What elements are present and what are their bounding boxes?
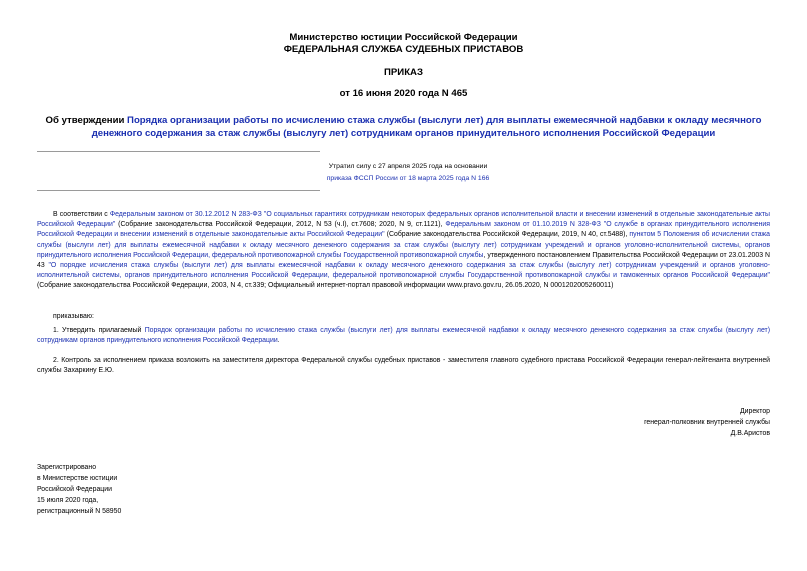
signer-name: Д.В.Аристов [730, 430, 770, 437]
preamble-text-5: (Собрание законодательства Российской Федерации, 2003, N 4, ст.339; Официальный интернет-портал правовой информации www.pravo.gov.ru, 26.05.2020, N 0001202005260011) [37, 282, 614, 290]
service-name: ФЕДЕРАЛЬНАЯ СЛУЖБА СУДЕБНЫХ ПРИСТАВОВ [283, 44, 524, 55]
registration-line-1: Зарегистрировано [37, 464, 97, 471]
order-item-1-end: . [277, 337, 280, 345]
doc-type: ПРИКАЗ [384, 67, 423, 78]
registration-line-3: Российской Федерации [37, 486, 112, 493]
preamble-paragraph [37, 210, 770, 292]
signer-position: Директор [739, 408, 770, 415]
status-note-link[interactable]: приказа ФССП России от 18 марта 2025 года N 166 [326, 175, 490, 182]
law-328-link[interactable]: Федеральным законом от 01.10.2019 N 328-ФЗ "О службе в органах принудительного исполнения Российской Федерации и внесении изменений в отдельные законодательные акты Российской Федерации" [37, 221, 770, 239]
procedure-link[interactable]: Порядок организации работы по исчислению стажа службы (выслуги лет) для выплаты ежемесячной надбавки к окладу месячного денежного содержания за стаж службы (выслугу лет) сотрудникам органов принудительного исполнения Российской Федерации [37, 327, 770, 345]
status-note-text: Утратил силу с 27 апреля 2025 года на основании [328, 163, 488, 170]
divider-bottom [37, 190, 320, 191]
order-item-1 [37, 326, 770, 346]
divider-top [37, 151, 320, 152]
registration-line-4: 15 июля 2020 года, [37, 497, 99, 504]
doc-date-number: от 16 июня 2020 года N 465 [339, 88, 468, 99]
resolution-43-link[interactable]: "О порядке исчисления стажа службы (выслуги лет) для выплаты ежемесячной надбавки к окладу месячного денежного содержания за стаж службы (выслугу лет) сотрудникам учреждений и органов уголовно-исполнительной системы, органов принудительного исполнения Российской Федерации, федеральной противопожарной службы Государственной противопожарной службы и таможенных органов Российской Федерации" [37, 262, 770, 280]
preamble-text-1: В соответствии с [53, 211, 110, 218]
order-word: приказываю: [53, 313, 94, 320]
status-note [308, 161, 508, 185]
registration-line-2: в Министерстве юстиции [37, 475, 118, 482]
order-item-1-text: 1. Утвердить прилагаемый [53, 327, 145, 334]
title-link[interactable]: Порядка организации работы по исчислению стажа службы (выслуги лет) для выплаты ежемесячной надбавки к окладу месячного денежного содержания за стаж службы (выслугу лет) сотрудникам органов принудительного исполнения Российской Федерации [91, 115, 762, 139]
preamble-text-3: (Собрание законодательства Российской Федерации, 2019, N 40, ст.5488), [384, 231, 630, 239]
regulation-point-5-link[interactable]: пунктом 5 Положения об исчислении стажа службы (выслуги лет) для выплаты ежемесячной надбавки к окладу месячного денежного содержания за стаж службы (выслугу лет) сотрудникам учреждений и органов уголовно-исполнительной системы, органов принудительного исполнения Российской Федерации, федеральной противопожарной службы Государственной противопожарной службы [37, 231, 770, 259]
title-prefix: Об утверждении [45, 115, 128, 126]
page-title [30, 115, 777, 140]
signer-rank: генерал-полковник внутренней службы [644, 419, 770, 426]
law-283-link[interactable]: Федеральным законом от 30.12.2012 N 283-ФЗ "О социальных гарантиях сотрудникам некоторых федеральных органов исполнительной власти и внесении изменений в отдельные законодательные акты Российской Федерации" [37, 211, 770, 229]
registration-block [37, 462, 237, 517]
signature-block [510, 406, 770, 439]
registration-line-5: регистрационный N 58950 [37, 508, 122, 515]
order-item-2: 2. Контроль за исполнением приказа возложить на заместителя директора Федеральной службы судебных приставов - заместителя главного судебного пристава Российской Федерации генерал-лейтенанта внутренней службы Захаркину Е.Ю. [37, 357, 770, 375]
ministry-name: Министерство юстиции Российской Федерации [289, 32, 518, 43]
preamble-text-2: (Собрание законодательства Российской Федерации, 2012, N 53 (ч.I), ст.7608; 2020, N 9, ст.1121), [115, 221, 446, 229]
preamble-text-4: , утвержденного постановлением Правительства Российской Федерации от 23.01.2003 N 43 [37, 251, 770, 270]
